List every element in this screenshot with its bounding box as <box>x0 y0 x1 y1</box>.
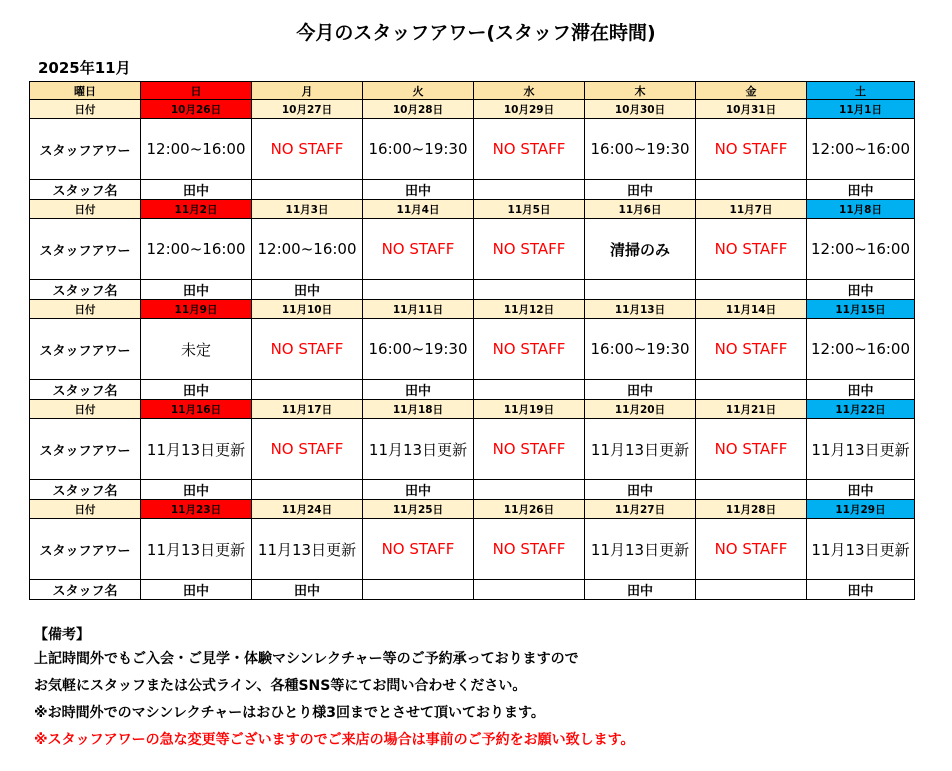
date-cell: 11月25日 <box>363 500 474 519</box>
hours-cell: 未定 <box>141 319 252 380</box>
staff-row <box>30 580 915 600</box>
hours-cell: NO STAFF <box>474 419 585 480</box>
staff-cell: 田中 <box>807 380 915 400</box>
notes-line: お気軽にスタッフまたは公式ライン、各種SNS等にてお問い合わせください。 <box>34 678 527 694</box>
date-cell: 11月22日 <box>807 400 915 419</box>
date-row-label: 日付 <box>30 500 141 519</box>
weekday-fri: 金 <box>696 82 807 100</box>
date-row <box>30 300 915 319</box>
staff-cell <box>696 380 807 400</box>
date-cell: 11月20日 <box>585 400 696 419</box>
date-cell: 11月19日 <box>474 400 585 419</box>
hours-cell: NO STAFF <box>696 419 807 480</box>
hours-cell: 11月13日更新 <box>807 519 915 580</box>
staff-cell: 田中 <box>141 380 252 400</box>
date-cell: 11月21日 <box>696 400 807 419</box>
date-cell: 11月13日 <box>585 300 696 319</box>
date-cell: 11月24日 <box>252 500 363 519</box>
date-cell: 11月7日 <box>696 200 807 219</box>
hours-cell: NO STAFF <box>252 319 363 380</box>
staff-cell <box>696 280 807 300</box>
weekday-wed: 水 <box>474 82 585 100</box>
weekday-thu: 木 <box>585 82 696 100</box>
staff-row-label: スタッフ名 <box>30 180 141 200</box>
hours-cell: 11月13日更新 <box>252 519 363 580</box>
staff-cell: 田中 <box>807 580 915 600</box>
staff-cell <box>474 480 585 500</box>
date-cell: 11月28日 <box>696 500 807 519</box>
notes-section <box>34 624 635 754</box>
date-cell: 11月26日 <box>474 500 585 519</box>
date-row-label: 日付 <box>30 400 141 419</box>
date-cell: 10月31日 <box>696 100 807 119</box>
date-row-label: 日付 <box>30 100 141 119</box>
staff-cell: 田中 <box>252 280 363 300</box>
notes-warning: ※スタッフアワーの急な変更等ございますのでご来店の場合は事前のご予約をお願い致します。 <box>34 732 635 748</box>
notes-line: ※お時間外でのマシンレクチャーはおひとり様3回までとさせて頂いております。 <box>34 705 545 721</box>
hours-cell: NO STAFF <box>696 319 807 380</box>
date-cell: 11月12日 <box>474 300 585 319</box>
staff-cell: 田中 <box>807 280 915 300</box>
staff-cell: 田中 <box>585 180 696 200</box>
hours-cell: 12:00~16:00 <box>141 119 252 180</box>
date-row-label: 日付 <box>30 300 141 319</box>
hours-row <box>30 119 915 180</box>
staff-row <box>30 380 915 400</box>
date-cell: 11月5日 <box>474 200 585 219</box>
weekday-sun: 日 <box>141 82 252 100</box>
hours-cell: 12:00~16:00 <box>807 319 915 380</box>
hours-cell: NO STAFF <box>696 519 807 580</box>
date-cell: 11月27日 <box>585 500 696 519</box>
date-cell: 11月10日 <box>252 300 363 319</box>
weekday-sat: 土 <box>807 82 915 100</box>
staff-cell <box>696 480 807 500</box>
staff-row <box>30 180 915 200</box>
staff-cell <box>474 280 585 300</box>
staff-row-label: スタッフ名 <box>30 480 141 500</box>
date-cell: 10月27日 <box>252 100 363 119</box>
staff-cell <box>696 180 807 200</box>
hours-row-label: スタッフアワー <box>30 419 141 480</box>
weekday-tue: 火 <box>363 82 474 100</box>
date-row <box>30 400 915 419</box>
hours-cell: 11月13日更新 <box>141 419 252 480</box>
notes-line: 上記時間外でもご入会・ご見学・体験マシンレクチャー等のご予約承っておりますので <box>34 651 579 667</box>
staff-cell: 田中 <box>363 480 474 500</box>
date-cell: 11月3日 <box>252 200 363 219</box>
staff-cell: 田中 <box>252 580 363 600</box>
staff-cell <box>474 180 585 200</box>
hours-cell: NO STAFF <box>696 219 807 280</box>
date-cell: 10月29日 <box>474 100 585 119</box>
hours-cell: NO STAFF <box>252 419 363 480</box>
staff-cell: 田中 <box>363 180 474 200</box>
staff-cell <box>696 580 807 600</box>
date-row <box>30 100 915 119</box>
date-row <box>30 500 915 519</box>
date-row <box>30 200 915 219</box>
date-cell: 11月18日 <box>363 400 474 419</box>
staff-cell <box>474 580 585 600</box>
month-label: 2025年11月 <box>38 59 131 77</box>
staff-cell: 田中 <box>585 480 696 500</box>
hours-cell: NO STAFF <box>696 119 807 180</box>
date-row-label: 日付 <box>30 200 141 219</box>
date-cell: 10月30日 <box>585 100 696 119</box>
hours-cell: 11月13日更新 <box>585 419 696 480</box>
date-cell: 10月26日 <box>141 100 252 119</box>
hours-row <box>30 219 915 280</box>
hours-cell: 11月13日更新 <box>585 519 696 580</box>
date-cell: 11月29日 <box>807 500 915 519</box>
date-cell: 11月2日 <box>141 200 252 219</box>
hours-cell: NO STAFF <box>363 519 474 580</box>
hours-row <box>30 519 915 580</box>
hours-cell: NO STAFF <box>474 519 585 580</box>
hours-cell: NO STAFF <box>474 319 585 380</box>
hours-cell: 16:00~19:30 <box>363 319 474 380</box>
hours-cell: 12:00~16:00 <box>807 219 915 280</box>
hours-cell: NO STAFF <box>363 219 474 280</box>
hours-cell: 12:00~16:00 <box>807 119 915 180</box>
hours-row <box>30 319 915 380</box>
page-title: 今月のスタッフアワー(スタッフ滞在時間) <box>296 22 656 44</box>
date-cell: 11月8日 <box>807 200 915 219</box>
hours-row <box>30 419 915 480</box>
hours-cell: 16:00~19:30 <box>585 119 696 180</box>
staff-cell: 田中 <box>585 580 696 600</box>
hours-cell: NO STAFF <box>474 219 585 280</box>
hours-row-label: スタッフアワー <box>30 519 141 580</box>
staff-cell <box>363 580 474 600</box>
date-cell: 11月11日 <box>363 300 474 319</box>
weekday-mon: 月 <box>252 82 363 100</box>
staff-row <box>30 480 915 500</box>
date-cell: 11月16日 <box>141 400 252 419</box>
date-cell: 11月4日 <box>363 200 474 219</box>
weekday-header-row <box>30 82 915 100</box>
hours-cell: NO STAFF <box>252 119 363 180</box>
staff-cell <box>474 380 585 400</box>
hours-cell: 11月13日更新 <box>807 419 915 480</box>
staff-cell: 田中 <box>141 180 252 200</box>
hours-row-label: スタッフアワー <box>30 319 141 380</box>
staff-cell: 田中 <box>141 480 252 500</box>
hours-row-label: スタッフアワー <box>30 219 141 280</box>
staff-cell <box>252 480 363 500</box>
date-cell: 11月14日 <box>696 300 807 319</box>
date-cell: 11月9日 <box>141 300 252 319</box>
staff-row-label: スタッフ名 <box>30 380 141 400</box>
staff-cell: 田中 <box>585 380 696 400</box>
staff-row-label: スタッフ名 <box>30 280 141 300</box>
date-cell: 11月17日 <box>252 400 363 419</box>
hours-cell: 12:00~16:00 <box>252 219 363 280</box>
staff-cell <box>585 280 696 300</box>
staff-cell <box>252 180 363 200</box>
notes-heading: 【備考】 <box>34 627 90 643</box>
hours-cell: 清掃のみ <box>585 219 696 280</box>
staff-row <box>30 280 915 300</box>
hours-cell: 11月13日更新 <box>363 419 474 480</box>
schedule-table <box>29 81 915 600</box>
hours-cell: NO STAFF <box>474 119 585 180</box>
staff-cell: 田中 <box>807 180 915 200</box>
date-cell: 11月6日 <box>585 200 696 219</box>
date-cell: 11月1日 <box>807 100 915 119</box>
hours-row-label: スタッフアワー <box>30 119 141 180</box>
hours-cell: 16:00~19:30 <box>363 119 474 180</box>
date-cell: 11月23日 <box>141 500 252 519</box>
hours-cell: 11月13日更新 <box>141 519 252 580</box>
staff-cell <box>363 280 474 300</box>
staff-cell: 田中 <box>807 480 915 500</box>
hours-cell: 12:00~16:00 <box>141 219 252 280</box>
hours-cell: 16:00~19:30 <box>585 319 696 380</box>
weekday-label: 曜日 <box>30 82 141 100</box>
date-cell: 10月28日 <box>363 100 474 119</box>
staff-cell: 田中 <box>141 580 252 600</box>
staff-row-label: スタッフ名 <box>30 580 141 600</box>
staff-cell: 田中 <box>141 280 252 300</box>
staff-cell: 田中 <box>363 380 474 400</box>
staff-cell <box>252 380 363 400</box>
date-cell: 11月15日 <box>807 300 915 319</box>
